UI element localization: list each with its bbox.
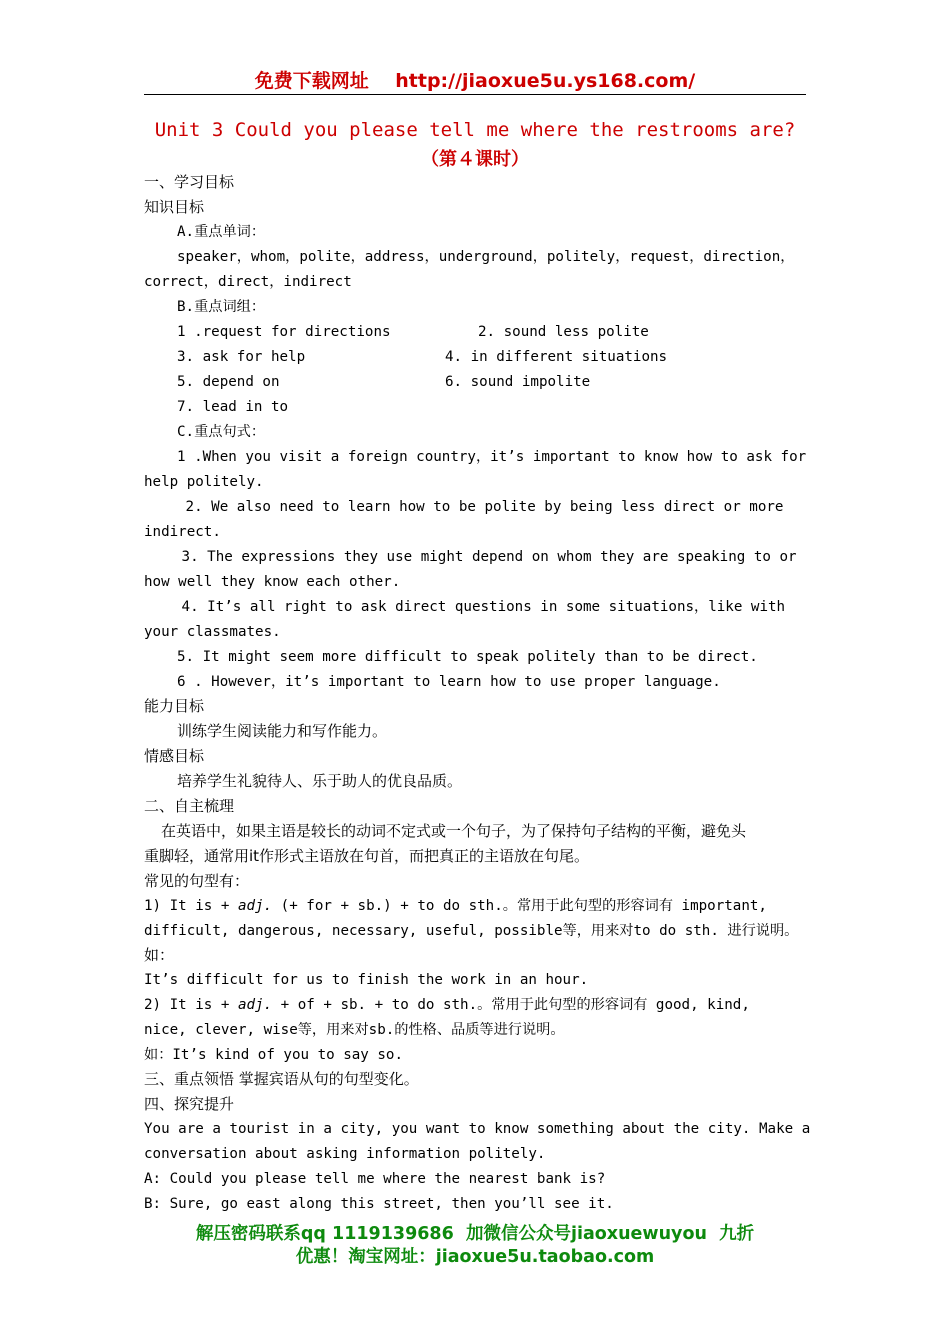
pattern-2-prefix: 2) It is +	[144, 997, 238, 1013]
knowledge-goals-heading: 知识目标	[144, 198, 205, 216]
grammar-intro-line-2: 重脚轻，通常用it作形式主语放在句首，而把真正的主语放在句尾。	[144, 847, 590, 865]
sentence-1-line-1: 1 .When you visit a foreign country，it’s important to know how to ask for	[177, 449, 807, 465]
pattern-1-suffix: (+ for + sb.) + to do sth.。常用于此句型的形容词有 important,	[272, 898, 767, 914]
emotion-goals-heading: 情感目标	[144, 747, 205, 765]
emotion-goals-text: 培养学生礼貌待人、乐于助人的优良品质。	[177, 772, 463, 790]
pattern-1-adj: adj.	[237, 898, 273, 914]
section-3-heading: 三、重点领悟 掌握宾语从句的句型变化。	[144, 1070, 419, 1088]
phrase-6: 6. sound impolite	[445, 374, 591, 390]
sentence-6: 6 . However，it’s important to learn how to use proper language.	[177, 674, 721, 690]
pattern-1-line-1	[144, 896, 767, 916]
pattern-2-line-1	[144, 995, 750, 1015]
header-site-label: 免费下载网址	[254, 70, 369, 92]
footer-line-1: 解压密码联系qq 1119139686 加微信公众号jiaoxuewuyou 九折	[195, 1224, 755, 1244]
pattern-1-line-2: difficult, dangerous, necessary, useful, possible等，用来对to do sth. 进行说明。	[144, 923, 799, 939]
sentence-2-line-2: indirect.	[144, 524, 221, 540]
sentence-2-line-1: 2. We also need to learn how to be polite by being less direct or more	[177, 499, 784, 515]
task-line-1: You are a tourist in a city, you want to know something about the city. Make a	[144, 1121, 811, 1137]
footer-line-2: 优惠！淘宝网址：jiaoxue5u.taobao.com	[295, 1247, 655, 1267]
phrase-5: 5. depend on	[177, 374, 280, 390]
sentence-4-line-2: your classmates.	[144, 624, 281, 640]
section-4-heading: 四、探究提升	[144, 1095, 235, 1113]
phrase-7: 7. lead in to	[177, 399, 289, 415]
phrase-3: 3. ask for help	[177, 349, 306, 365]
task-line-2: conversation about asking information politely.	[144, 1146, 546, 1162]
key-words-line-1: speaker，whom，polite，address，underground，politely，request，direction，	[177, 249, 795, 265]
phrase-2: 2. sound less polite	[478, 324, 649, 340]
key-words-line-2: correct，direct，indirect	[144, 274, 352, 290]
grammar-intro-line-1: 在英语中，如果主语是较长的动词不定式或一个句子，为了保持句子结构的平衡，避免头	[161, 822, 747, 840]
pattern-2-line-2: nice, clever, wise等，用来对sb.的性格、品质等进行说明。	[144, 1022, 565, 1038]
phrase-1: 1 .request for directions	[177, 324, 391, 340]
sentence-5: 5. It might seem more difficult to speak politely than to be direct.	[177, 649, 758, 665]
section-1-heading: 一、学习目标	[144, 173, 235, 191]
ability-goals-text: 训练学生阅读能力和写作能力。	[177, 722, 388, 740]
sentence-3-line-2: how well they know each other.	[144, 574, 401, 590]
key-phrases-label: B.重点词组：	[177, 299, 266, 315]
dialog-line-a: A: Could you please tell me where the nearest bank is?	[144, 1171, 606, 1187]
header-banner	[0, 66, 950, 93]
unit-title: Unit 3 Could you please tell me where the restrooms are?	[154, 119, 796, 141]
header-divider	[144, 94, 806, 95]
section-2-heading: 二、自主梳理	[144, 797, 235, 815]
key-sentences-label: C.重点句式：	[177, 424, 266, 440]
common-patterns-label: 常见的句型有：	[144, 872, 250, 890]
sentence-3-line-1: 3. The expressions they use might depend on whom they are speaking to or	[173, 549, 797, 565]
sentence-1-line-2: help politely.	[144, 474, 264, 490]
header-url-link[interactable]: http://jiaoxue5u.ys168.com/	[395, 70, 696, 92]
phrase-4: 4. in different situations	[445, 349, 668, 365]
ability-goals-heading: 能力目标	[144, 697, 205, 715]
pattern-1-example: It’s difficult for us to finish the work in an hour.	[144, 972, 589, 988]
pattern-2-example: 如：It’s kind of you to say so.	[144, 1047, 403, 1063]
pattern-1-prefix: 1) It is +	[144, 898, 238, 914]
pattern-2-suffix: + of + sb. + to do sth.。常用于此句型的形容词有 good, kind,	[272, 997, 750, 1013]
pattern-2-adj: adj.	[237, 997, 273, 1013]
dialog-line-b: B: Sure, go east along this street, then you’ll see it.	[144, 1196, 614, 1212]
example-label: 如：	[144, 946, 175, 964]
key-words-label: A.重点单词：	[177, 224, 266, 240]
lesson-subtitle: （第４课时）	[421, 149, 529, 170]
sentence-4-line-1: 4. It’s all right to ask direct questions in some situations，like with	[173, 599, 786, 615]
